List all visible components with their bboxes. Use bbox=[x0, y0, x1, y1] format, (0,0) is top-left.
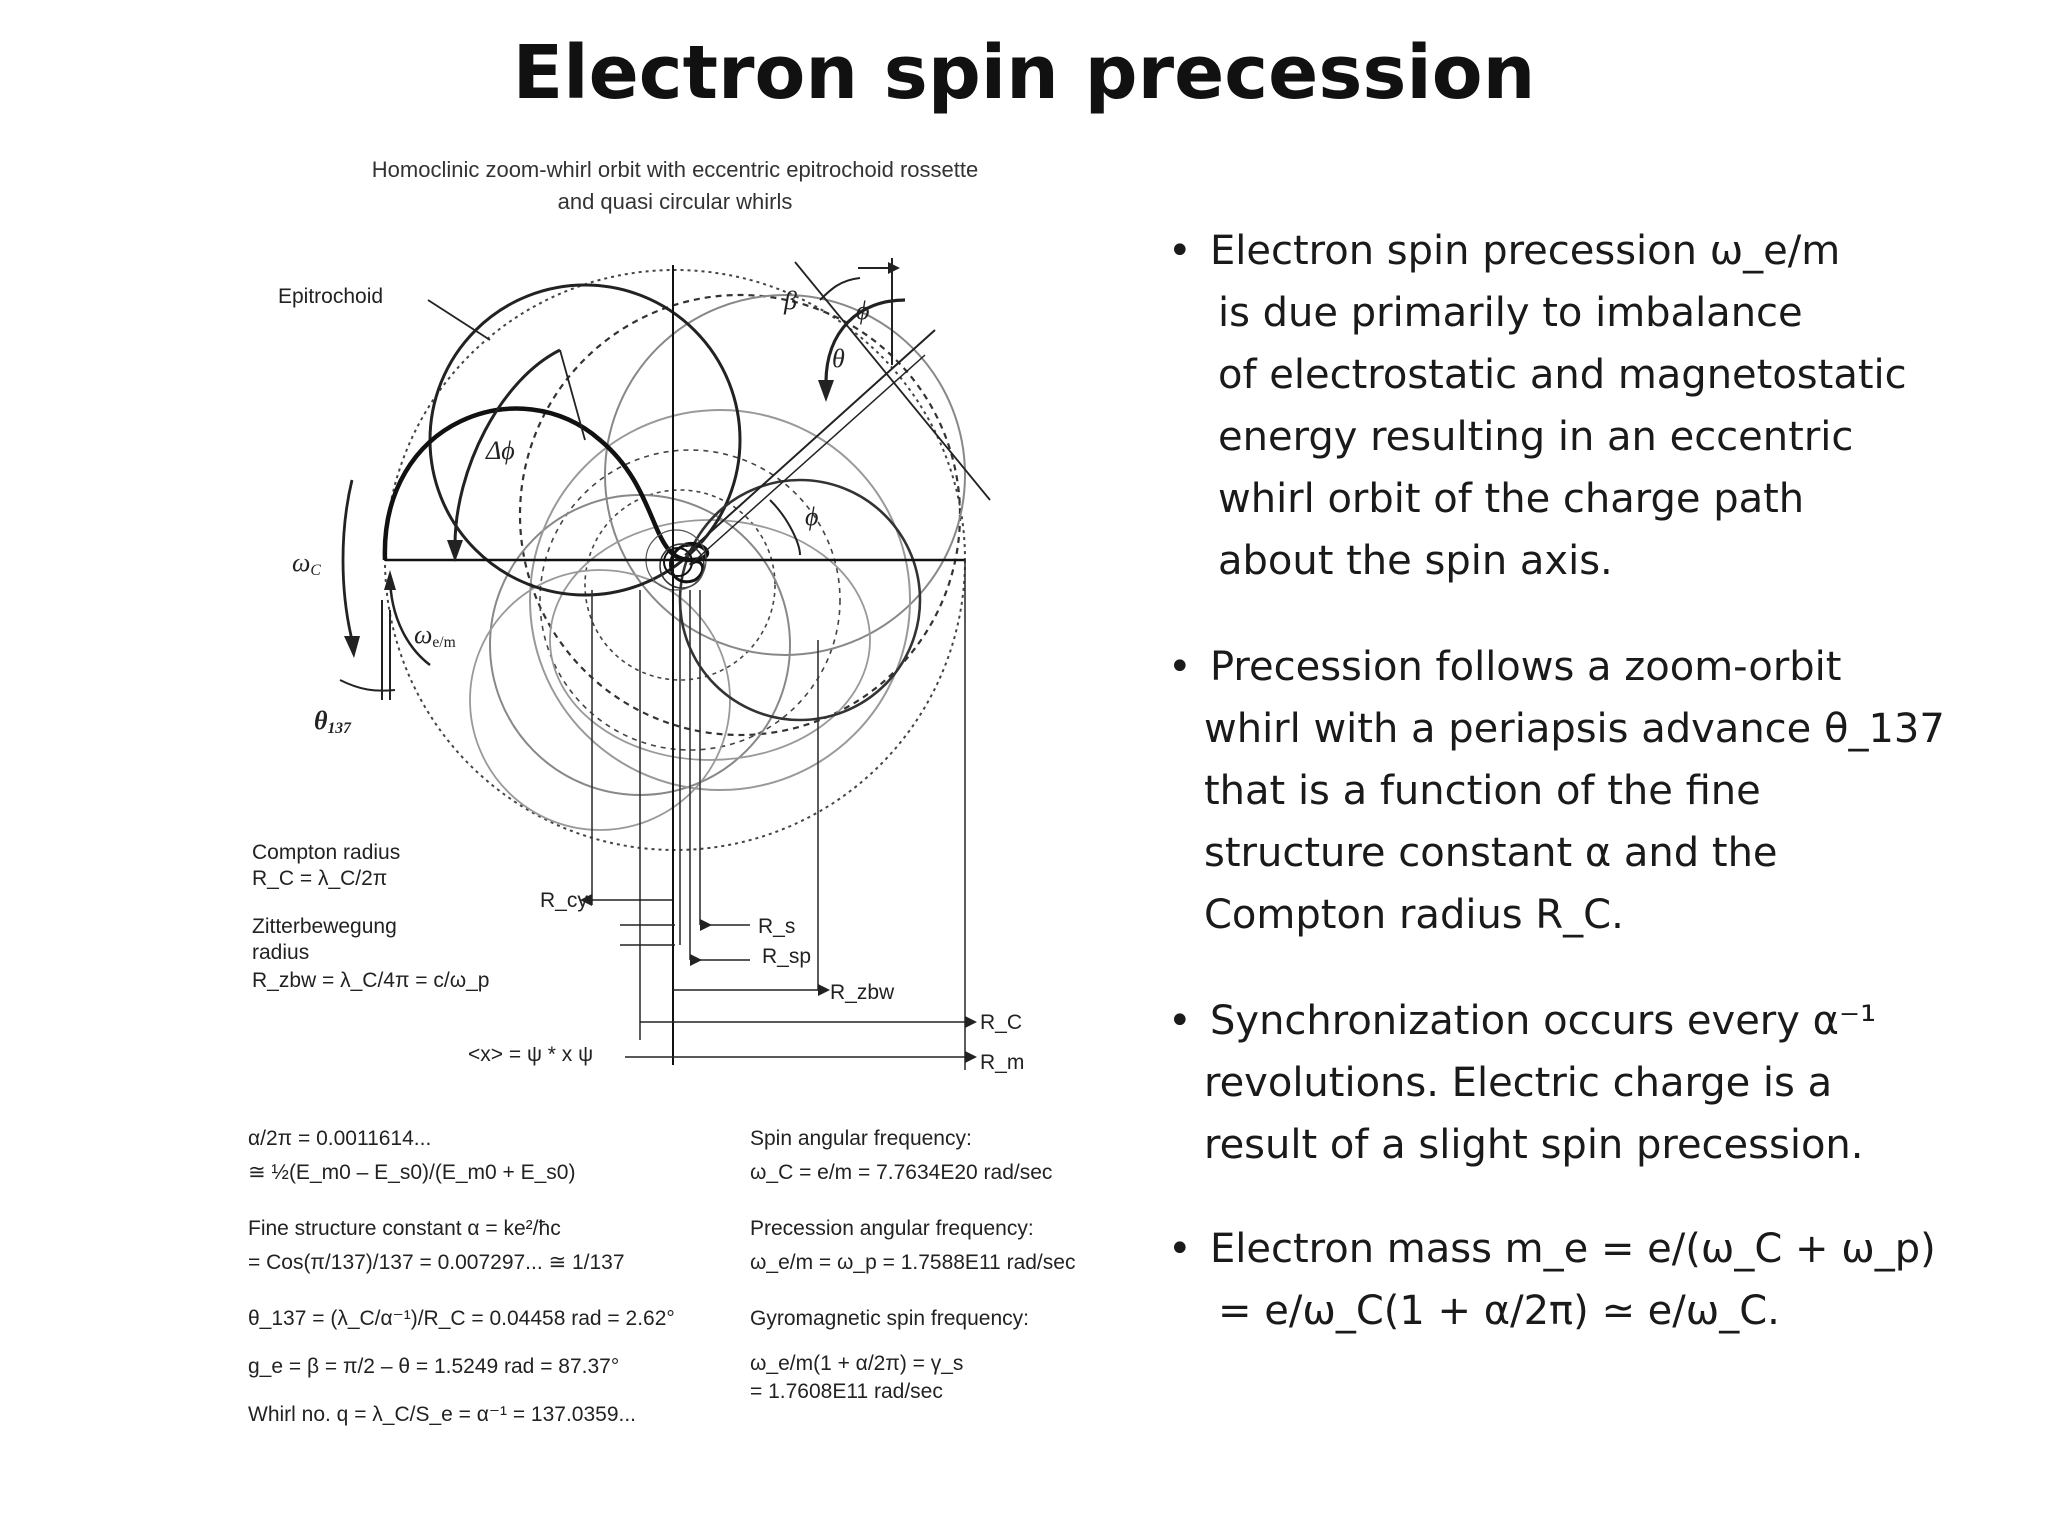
page-title: Electron spin precession bbox=[512, 30, 1536, 116]
bullet-3 bbox=[1168, 990, 2028, 1176]
label-zitter-formula: R_zbw = λ_C/4π = c/ω_p bbox=[252, 969, 490, 992]
label-omega-c: $\omega_C$ bbox=[292, 548, 321, 579]
bullet-2-line-2: whirl with a periapsis advance θ_137 bbox=[1204, 706, 1945, 752]
bullet-4 bbox=[1168, 1218, 2028, 1342]
label-phi-mid: ϕ bbox=[805, 502, 819, 531]
label-zitter-title: Zitterbewegung bbox=[252, 915, 397, 938]
label-epitrochoid: Epitrochoid bbox=[278, 285, 384, 308]
bullet-4-line-2: = e/ω_C(1 + α/2π) ≃ e/ω_C. bbox=[1218, 1288, 1780, 1334]
label-r-m: R_m bbox=[980, 1051, 1025, 1074]
bullet-2 bbox=[1168, 636, 2028, 946]
bullet-2-line-3: that is a function of the fine bbox=[1204, 768, 1761, 814]
bullet-dot: • bbox=[1168, 998, 1192, 1044]
label-r-s: R_s bbox=[758, 915, 796, 938]
orbit-diagram bbox=[0, 0, 1100, 1120]
bullet-1-line-3: of electrostatic and magnetostatic bbox=[1218, 352, 1907, 398]
formulas-left bbox=[248, 1122, 675, 1432]
diagram-caption-line-2: and quasi circular whirls bbox=[557, 189, 793, 214]
label-theta: θ bbox=[832, 344, 845, 373]
diagram-caption-line-1: Homoclinic zoom-whirl orbit with eccentric epitrochoid rossette bbox=[371, 157, 979, 182]
label-r-cy: R_cy bbox=[540, 889, 588, 912]
bullet-1 bbox=[1168, 220, 2028, 592]
whirl-circle-4 bbox=[470, 570, 730, 830]
formula-left-6: g_e = β = π/2 – θ = 1.5249 rad = 87.37° bbox=[248, 1355, 620, 1378]
formulas-right bbox=[750, 1122, 1075, 1406]
label-phi-top: ϕ bbox=[856, 296, 870, 325]
bullet-3-line-1: Synchronization occurs every α⁻¹ bbox=[1210, 998, 1877, 1044]
label-beta: β bbox=[784, 286, 797, 315]
spiral-path bbox=[385, 409, 707, 560]
label-r-c: R_C bbox=[980, 1011, 1023, 1034]
bullet-1-line-1: Electron spin precession ω_e/m bbox=[1210, 228, 1841, 274]
whirl-ellipse-1 bbox=[550, 520, 870, 760]
formula-right-3: Precession angular frequency: bbox=[750, 1217, 1034, 1240]
label-compton-formula: R_C = λ_C/2π bbox=[252, 867, 388, 890]
formula-right-6: ω_e/m(1 + α/2π) = γ_s bbox=[750, 1352, 964, 1375]
label-zitter-radius: radius bbox=[252, 941, 310, 964]
formula-right-2: ω_C = e/m = 7.7634E20 rad/sec bbox=[750, 1161, 1053, 1184]
label-theta137: $\theta_{137}$ bbox=[314, 706, 351, 737]
label-expect-x: <x> = ψ * x ψ bbox=[468, 1043, 594, 1066]
formula-right-5: Gyromagnetic spin frequency: bbox=[750, 1307, 1029, 1330]
bullet-3-line-3: result of a slight spin precession. bbox=[1204, 1122, 1864, 1168]
bullet-2-line-5: Compton radius R_C. bbox=[1204, 892, 1624, 938]
bullet-1-line-5: whirl orbit of the charge path bbox=[1218, 476, 1805, 522]
bullet-1-line-4: energy resulting in an eccentric bbox=[1218, 414, 1854, 460]
dashed-circle-1 bbox=[520, 295, 960, 735]
formula-right-4: ω_e/m = ω_p = 1.7588E11 rad/sec bbox=[750, 1251, 1076, 1274]
bullet-2-line-4: structure constant α and the bbox=[1204, 830, 1778, 876]
bullet-2-line-1: Precession follows a zoom-orbit bbox=[1210, 644, 1842, 690]
bullet-3-line-2: revolutions. Electric charge is a bbox=[1204, 1060, 1833, 1106]
formula-left-1: α/2π = 0.0011614... bbox=[248, 1127, 432, 1150]
label-delta-phi: Δϕ bbox=[486, 436, 515, 465]
label-r-zbw: R_zbw bbox=[830, 981, 895, 1004]
label-r-sp: R_sp bbox=[762, 945, 812, 968]
bullet-dot: • bbox=[1168, 644, 1192, 690]
formula-left-7: Whirl no. q = λ_C/S_e = α⁻¹ = 137.0359... bbox=[248, 1403, 637, 1426]
label-compton-title: Compton radius bbox=[252, 841, 401, 864]
bullet-dot: • bbox=[1168, 228, 1192, 274]
formula-left-4: = Cos(π/137)/137 = 0.007297... ≅ 1/137 bbox=[248, 1251, 625, 1274]
formula-left-2: ≅ ½(E_m0 – E_s0)/(E_m0 + E_s0) bbox=[248, 1161, 576, 1184]
whirl-circle-1 bbox=[605, 295, 965, 655]
formula-left-5: θ_137 = (λ_C/α⁻¹)/R_C = 0.04458 rad = 2.62° bbox=[248, 1307, 675, 1330]
formula-left-3: Fine structure constant α = ke²/ħc bbox=[248, 1217, 561, 1240]
formula-right-7: = 1.7608E11 rad/sec bbox=[750, 1380, 943, 1403]
right-loop-circle bbox=[680, 480, 920, 720]
formula-right-1: Spin angular frequency: bbox=[750, 1127, 972, 1150]
bullet-1-line-2: is due primarily to imbalance bbox=[1218, 290, 1803, 336]
bullet-1-line-6: about the spin axis. bbox=[1218, 538, 1613, 584]
label-omega-em: $\omega_{e/m}$ bbox=[414, 620, 456, 651]
bullet-dot: • bbox=[1168, 1226, 1192, 1272]
bullet-4-line-1: Electron mass m_e = e/(ω_C + ω_p) bbox=[1210, 1226, 1936, 1272]
